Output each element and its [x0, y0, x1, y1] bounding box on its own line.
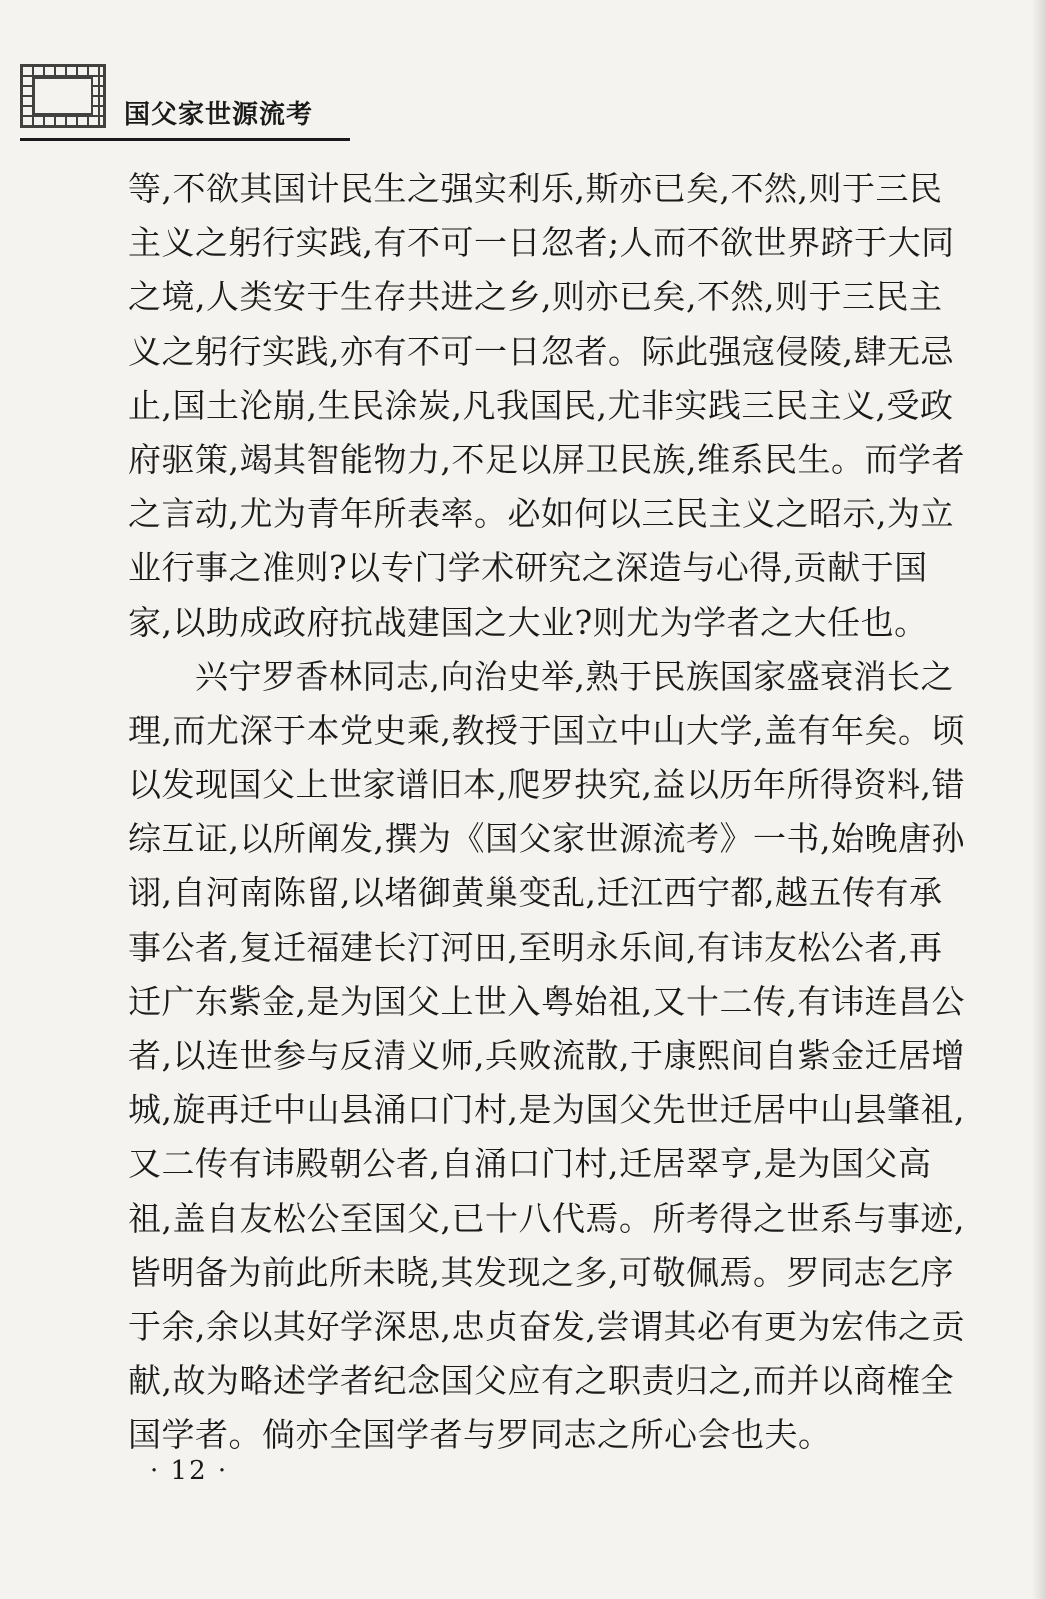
text-line: 府驱策,竭其智能物力,不足以屏卫民族,维系民生。而学者 [128, 439, 965, 479]
seal-logo-icon [20, 64, 106, 128]
text-line: 以发现国父上世家谱旧本,爬罗抉究,益以历年所得资料,错 [128, 765, 965, 805]
text-line: 业行事之准则?以专门学术研究之深造与心得,贡献于国 [128, 548, 928, 588]
text-line: 事公者,复迁福建长汀河田,至明永乐间,有讳友松公者,再 [128, 927, 943, 967]
text-line: 皆明备为前此所未晓,其发现之多,可敬佩焉。罗同志乞序 [128, 1252, 954, 1292]
header-rule [20, 138, 350, 141]
text-line: 家,以助成政府抗战建国之大业?则尤为学者之大任也。 [128, 602, 928, 642]
text-line: 止,国土沦崩,生民涂炭,凡我国民,尤非实践三民主义,受政 [128, 385, 954, 425]
text-line: 综互证,以所阐发,撰为《国父家世源流考》一书,始晚唐孙 [128, 819, 965, 859]
running-title: 国父家世源流考 [124, 100, 314, 130]
text-line: 城,旋再迁中山县涌口门村,是为国父先世迁居中山县肇祖, [128, 1090, 965, 1130]
text-line: 祖,盖自友松公至国父,已十八代焉。所考得之世系与事迹, [128, 1198, 965, 1238]
text-line: 之言动,尤为青年所表率。必如何以三民主义之昭示,为立 [128, 494, 954, 534]
text-line: 理,而尤深于本党史乘,教授于国立中山大学,盖有年矣。顷 [128, 710, 965, 750]
text-line: 诩,自河南陈留,以堵御黄巢变乱,迁江西宁都,越五传有承 [128, 873, 943, 913]
page-number: · 12 · [150, 1456, 229, 1486]
text-line: 迁广东紫金,是为国父上世入粤始祖,又十二传,有讳连昌公 [128, 981, 965, 1021]
text-line: 主义之躬行实践,有不可一日忽者;人而不欲世界跻于大同 [128, 223, 955, 263]
text-line: 献,故为略述学者纪念国父应有之职责归之,而并以商榷全 [128, 1361, 954, 1401]
seal-inner [33, 77, 93, 115]
text-line: 兴宁罗香林同志,向治史举,熟于民族国家盛衰消长之 [128, 656, 954, 696]
text-line: 国学者。倘亦全国学者与罗同志之所心会也夫。 [128, 1415, 832, 1455]
text-line: 义之躬行实践,亦有不可一日忽者。际此强寇侵陵,肆无忌 [128, 331, 954, 371]
body-text [128, 162, 965, 1463]
page-edge [1032, 0, 1046, 1599]
text-line: 又二传有讳殿朝公者,自涌口门村,迁居翠亨,是为国父高 [128, 1144, 932, 1184]
text-line: 者,以连世参与反清义师,兵败流散,于康熙间自紫金迁居增 [128, 1036, 965, 1075]
text-line: 之境,人类安于生存共进之乡,则亦已矣,不然,则于三民主 [128, 277, 943, 317]
page-header [20, 64, 350, 154]
text-line: 于余,余以其好学深思,忠贞奋发,尝谓其必有更为宏伟之贡 [128, 1306, 965, 1346]
text-line: 等,不欲其国计民生之强实利乐,斯亦已矣,不然,则于三民 [128, 169, 943, 208]
